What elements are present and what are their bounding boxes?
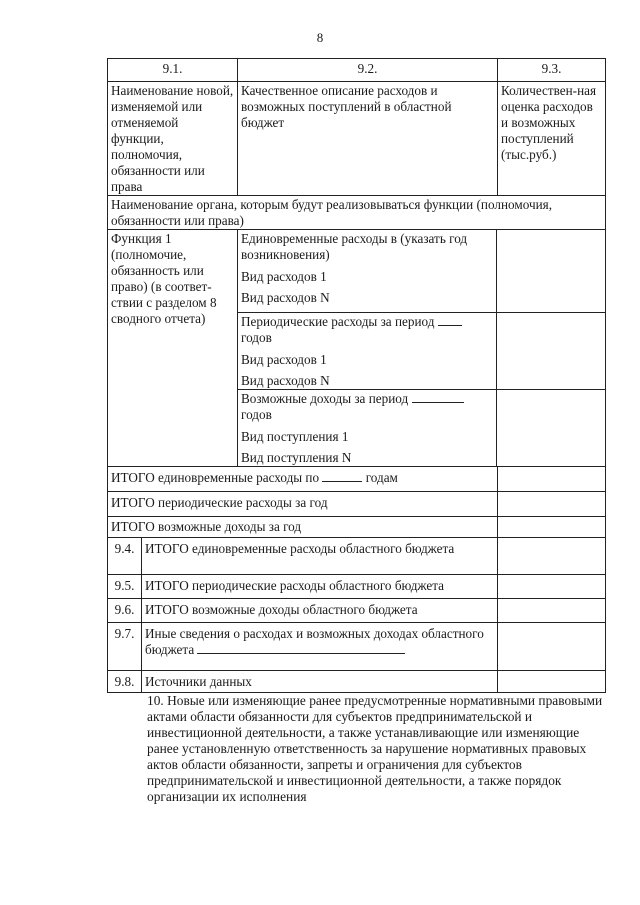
income-value-cell [497,390,605,467]
income-title: Возможные доходы за период годов [241,391,493,423]
periodic-value-cell [497,313,605,390]
row-value [498,671,606,693]
total-income-label: ИТОГО возможные доходы за год [108,517,498,538]
periodic-item-n: Вид расходов N [241,373,330,388]
income-item-1: Вид поступления 1 [241,429,349,444]
section-10-number: 10. [147,693,164,708]
one-time-item-n: Вид расходов N [241,290,330,305]
row-text: ИТОГО единовременные расходы областного бюджета [142,538,498,575]
other-info-blank [197,653,405,654]
periodic-group-text [238,313,497,390]
one-time-group [238,230,605,313]
total-one-time-value [498,467,606,492]
row-number: 9.6. [108,599,142,623]
row-9-8 [108,671,606,693]
period-blank [412,402,464,403]
column-number-9-1: 9.1. [108,59,238,82]
section-10-paragraph [147,693,607,805]
column-number-row [108,59,606,82]
expense-groups [238,230,605,466]
header-function-name: Наименование новой, изменяемой или отменяемой функции, полномочия, обязанности или права [108,82,238,196]
column-number-9-3: 9.3. [498,59,606,82]
one-time-item-1: Вид расходов 1 [241,269,327,284]
one-time-title: Единовременные расходы в (указать год возникновения) [241,231,468,262]
one-time-group-text [238,230,497,313]
row-9-5 [108,575,606,599]
total-one-time-label: ИТОГО единовременные расходы по годам [108,467,498,492]
total-income-value [498,517,606,538]
header-qualitative-description: Качественное описание расходов и возможных поступлений в областной бюджет [238,82,498,196]
income-item-n: Вид поступления N [241,450,352,465]
years-blank [322,481,362,482]
function-cell: Функция 1 (полномочие, обязанность или право) (в соответ-ствии с разделом 8 сводного отчета) [108,230,238,467]
periodic-group [238,313,605,390]
column-number-9-2: 9.2. [238,59,498,82]
row-text: ИТОГО возможные доходы областного бюджета [142,599,498,623]
organ-name-cell: Наименование органа, которым будут реализовываться функции (полномочия, обязанности или права) [108,196,606,230]
row-number: 9.8. [108,671,142,693]
one-time-value-cell [497,230,605,313]
row-value [498,623,606,671]
periodic-title: Периодические расходы за период годов [241,314,493,346]
row-number: 9.4. [108,538,142,575]
income-group-text [238,390,497,467]
period-blank [438,325,462,326]
total-income-row [108,517,606,538]
organ-row [108,196,606,230]
row-9-7 [108,623,606,671]
row-value [498,538,606,575]
row-number: 9.7. [108,623,142,671]
page-number: 8 [316,30,324,45]
row-number: 9.5. [108,575,142,599]
row-text: Иные сведения о расходах и возможных доходах областного бюджета [142,623,498,671]
total-periodic-row [108,492,606,517]
total-periodic-value [498,492,606,517]
section-10-text: Новые или изменяющие ранее предусмотренные нормативными правовыми актами области обязанности для субъектов предпринимательской и инвестиционной деятельности, а также устанавливающие или изменяющие ранее установленную ответственность за нарушение нормативных правовых актов области обязанности, запреты и ограничения для субъектов предпринимательской и инвестиционной деятельности, а также порядок организации их исполнения [147,693,603,804]
header-row [108,82,606,196]
row-9-6 [108,599,606,623]
function-details-cell [238,230,606,467]
row-value [498,575,606,599]
row-9-4 [108,538,606,575]
row-text: Источники данных [142,671,498,693]
periodic-item-1: Вид расходов 1 [241,352,327,367]
row-text: ИТОГО периодические расходы областного бюджета [142,575,498,599]
income-group [238,390,605,467]
fiscal-impact-table [107,58,606,693]
total-periodic-label: ИТОГО периодические расходы за год [108,492,498,517]
total-one-time-row [108,467,606,492]
function-row [108,230,606,467]
row-value [498,599,606,623]
header-quantitative-estimate: Количествен-ная оценка расходов и возможных поступлений (тыс.руб.) [498,82,606,196]
